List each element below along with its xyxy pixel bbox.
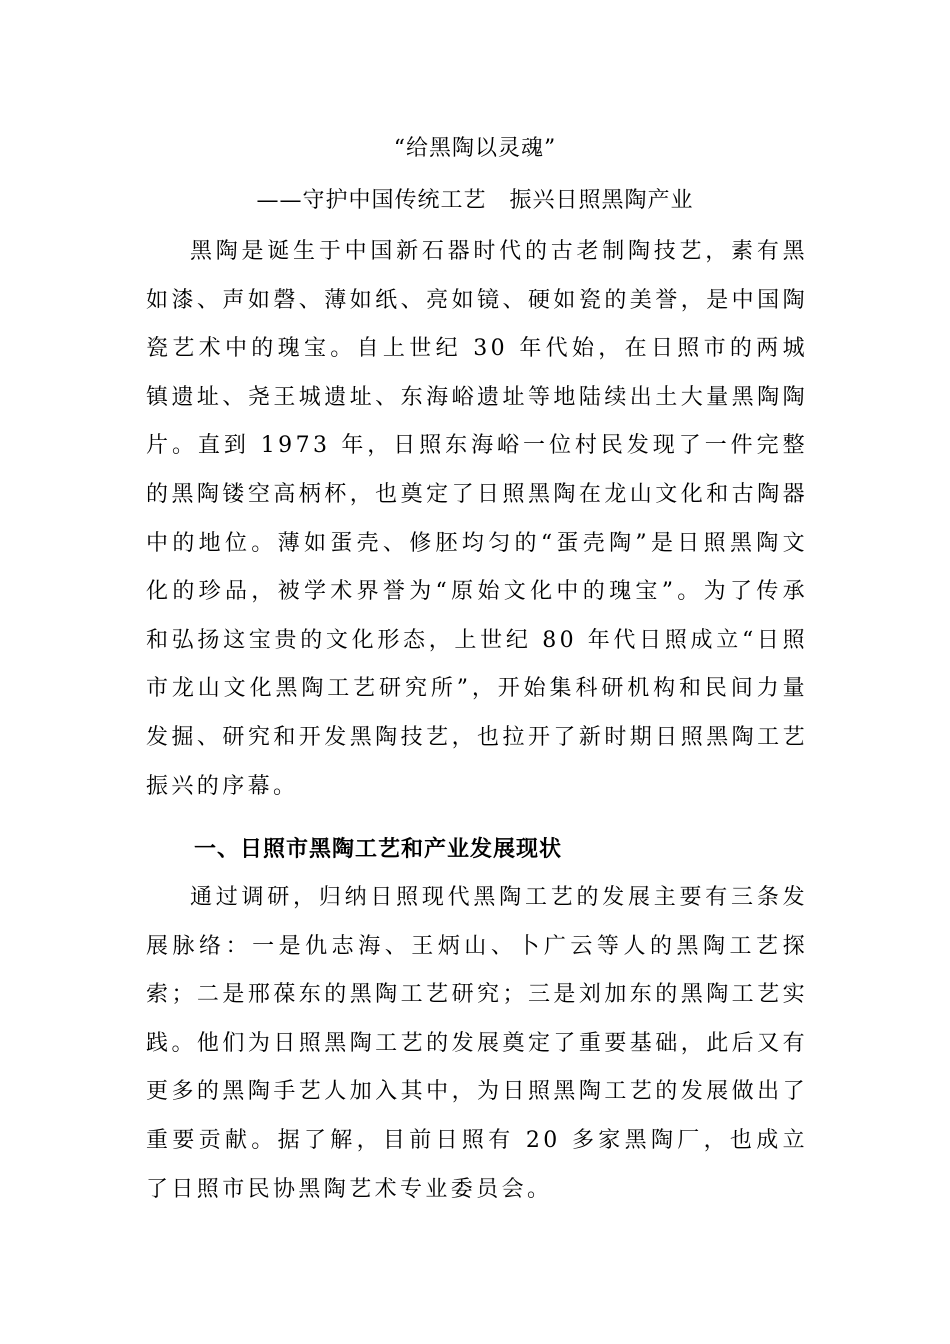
paragraph-intro: 黑陶是诞生于中国新石器时代的古老制陶技艺，素有黑如漆、声如磬、薄如纸、亮如镜、硬如瓷的美誉，是中国陶瓷艺术中的瑰宝。自上世纪 30 年代始，在日照市的两城镇遗址、尧王城遗址、东海峪遗址等地陆续出土大量黑陶陶片。直到 1973 年，日照东海峪一位村民发现了一件完整的黑陶镂空高柄杯，也奠定了日照黑陶在龙山文化和古陶器中的地位。薄如蛋壳、修胚均匀的“蛋壳陶”是日照黑陶文化的珍品，被学术界誉为“原始文化中的瑰宝”。为了传承和弘扬这宝贵的文化形态，上世纪 80 年代日照成立“日照市龙山文化黑陶工艺研究所”，开始集科研机构和民间力量发掘、研究和开发黑陶技艺，也拉开了新时期日照黑陶工艺振兴的序幕。 <box>146 239 808 799</box>
document-title: “给黑陶以灵魂” <box>393 136 557 161</box>
document-subtitle: ——守护中国传统工艺 振兴日照黑陶产业 <box>256 188 694 213</box>
paragraph-status: 通过调研，归纳日照现代黑陶工艺的发展主要有三条发展脉络：一是仇志海、王炳山、卜广云等人的黑陶工艺探索；二是邢葆东的黑陶工艺研究；三是刘加东的黑陶工艺实践。他们为日照黑陶工艺的发展奠定了重要基础，此后又有更多的黑陶手艺人加入其中，为日照黑陶工艺的发展做出了重要贡献。据了解，目前日照有 20 多家黑陶厂，也成立了日照市民协黑陶艺术专业委员会。 <box>146 885 808 1202</box>
section-heading: 一、日照市黑陶工艺和产业发展现状 <box>194 837 563 862</box>
